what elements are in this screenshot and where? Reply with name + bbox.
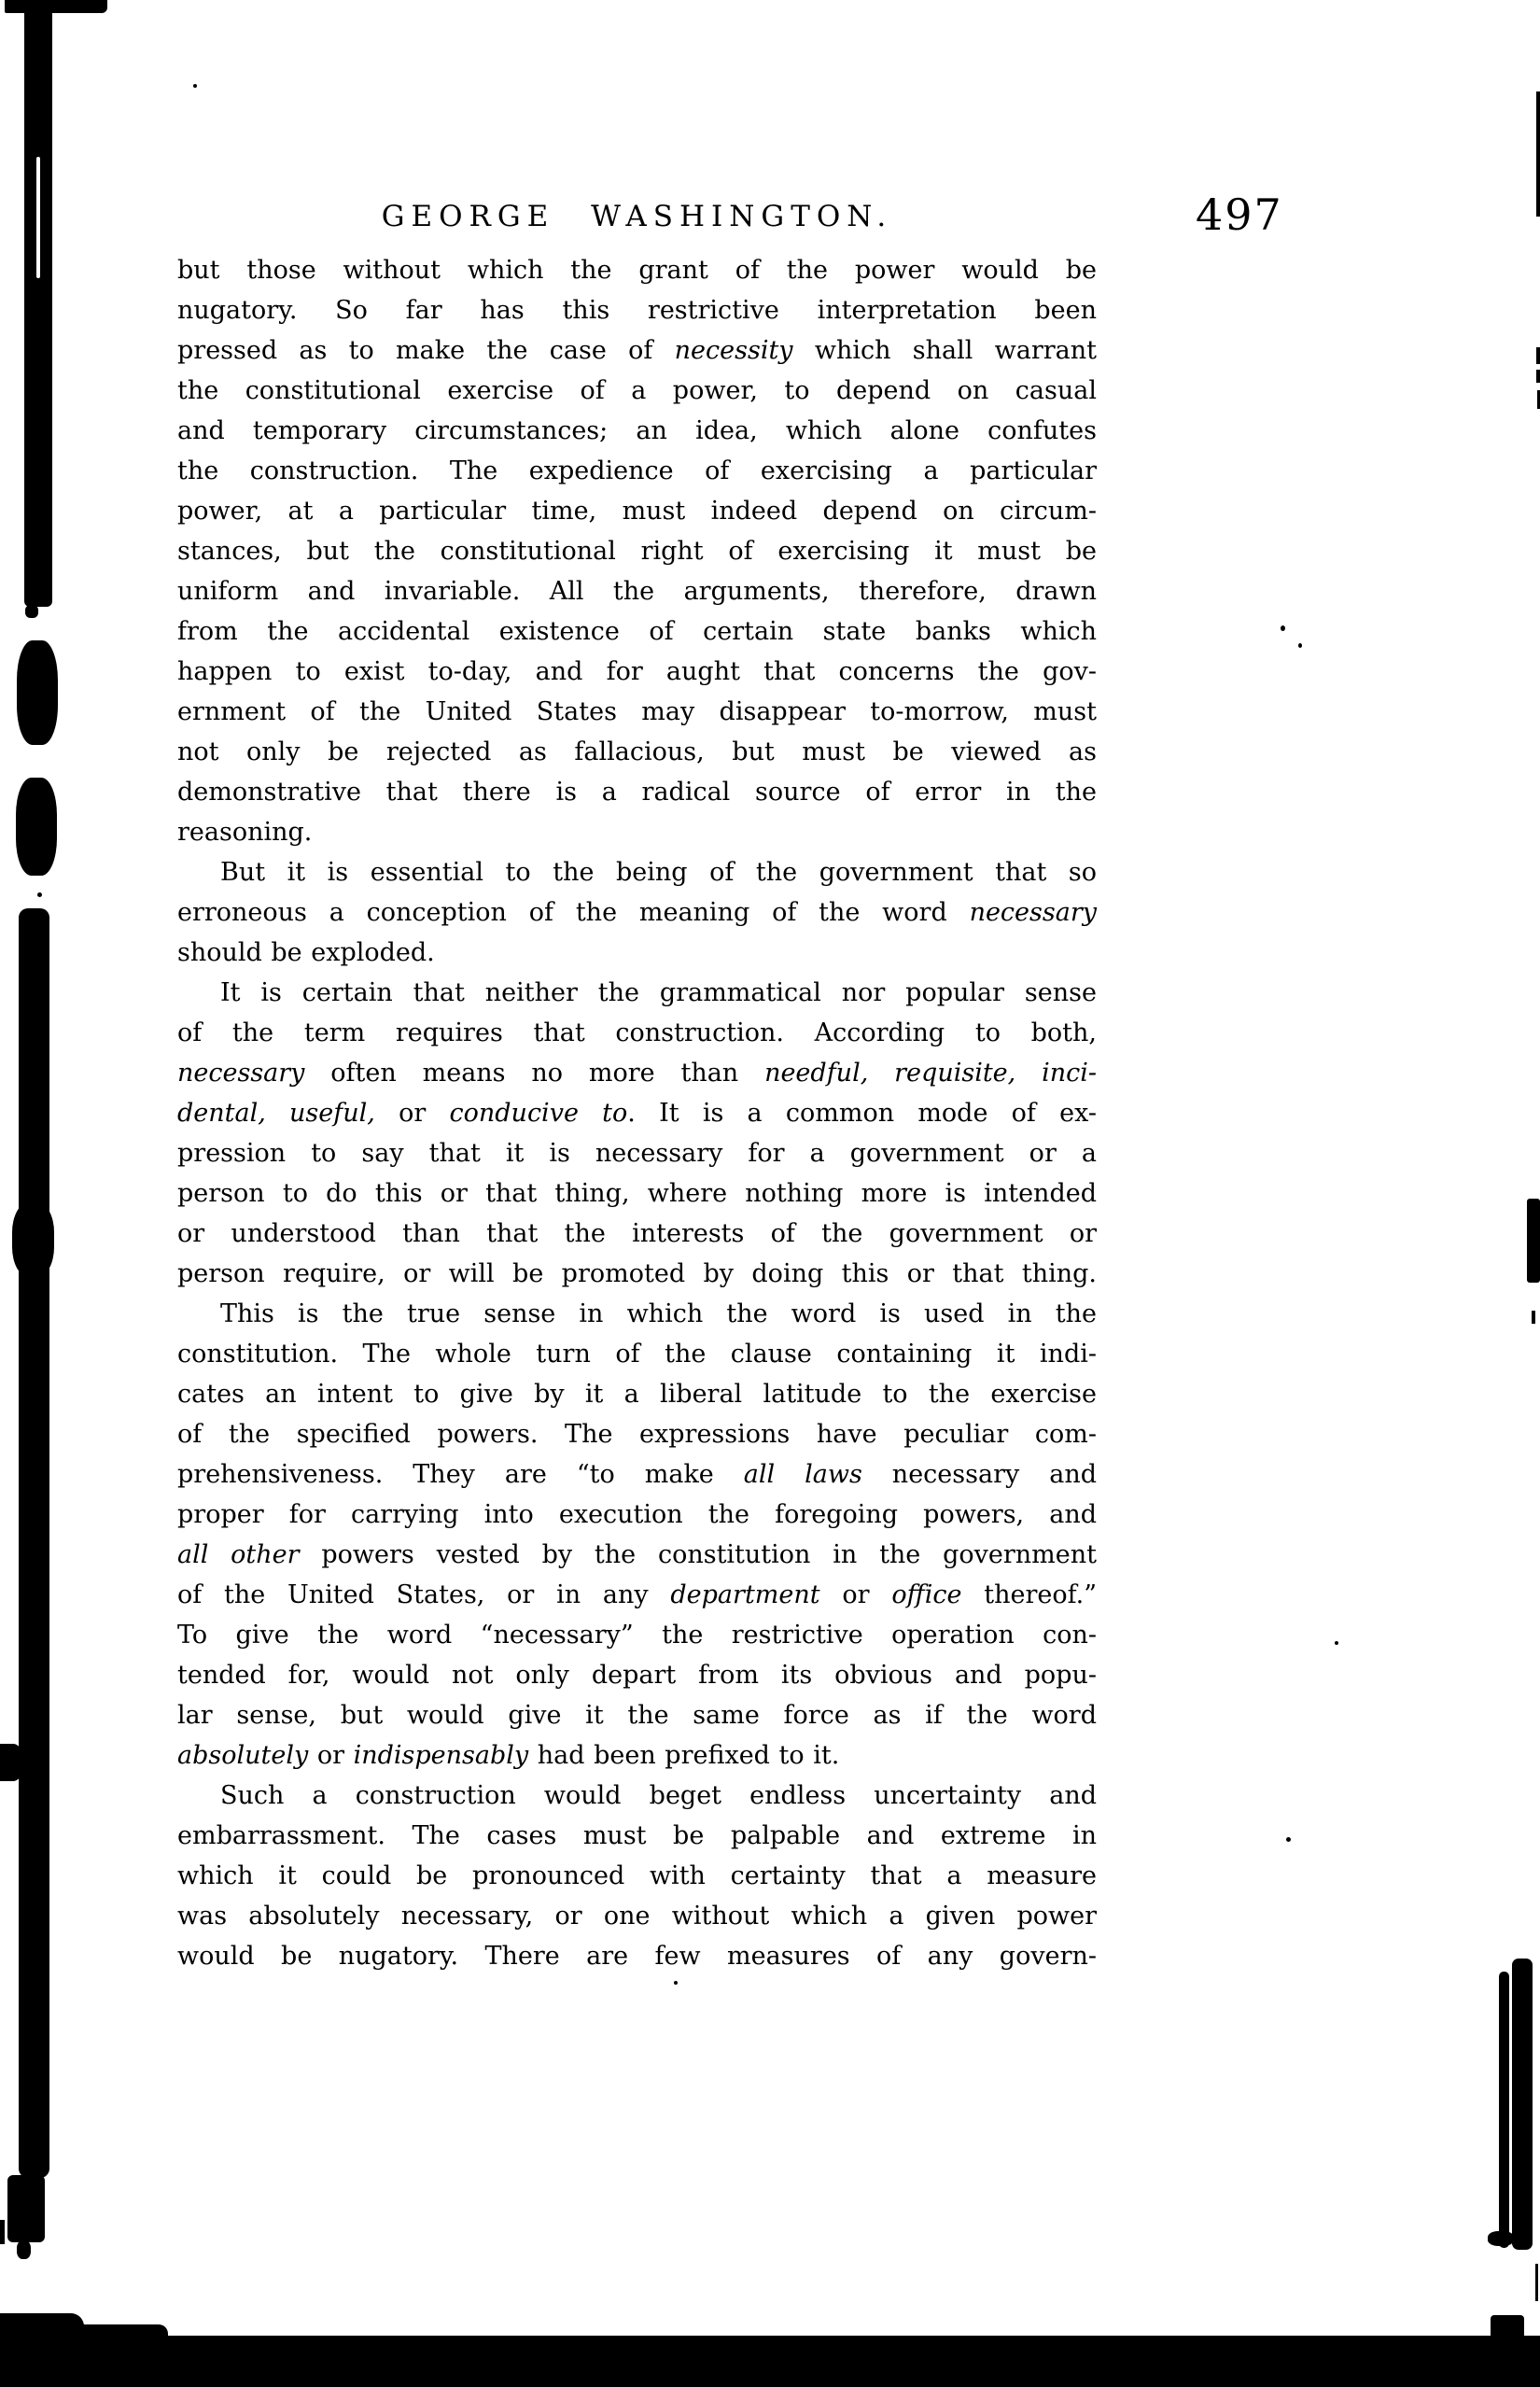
text-line: reasoning. [177, 818, 313, 847]
text-line: embarrassment. The cases must be palpable and extreme in [177, 1821, 1097, 1850]
scan-artifact-top-bar-nub [25, 605, 38, 618]
text-line: dental, useful, or conducive to. It is a common mode of ex- [177, 1099, 1097, 1128]
text-line: constitution. The whole turn of the clause containing it indi- [177, 1340, 1097, 1369]
page-number: 497 [1196, 190, 1283, 240]
scan-artifact-left-stub [0, 1744, 21, 1781]
scan-speck [37, 892, 42, 897]
text-line: erroneous a conception of the meaning of the word necessary [177, 898, 1097, 927]
scan-speck [193, 84, 197, 88]
scan-artifact-right-bar-1 [1499, 1972, 1509, 2248]
text-line: from the accidental existence of certain state banks which [177, 617, 1097, 646]
scan-artifact-right-block [1527, 1199, 1540, 1283]
text-line: cates an intent to give by it a liberal latitude to the exercise [177, 1380, 1097, 1409]
scan-artifact-bottom-band-right-bump [1491, 2315, 1524, 2341]
scan-speck [1298, 643, 1302, 648]
text-line: of the specified powers. The expressions have peculiar com- [177, 1420, 1097, 1449]
text-line: But it is essential to the being of the government that so [220, 858, 1097, 887]
text-line: of the term requires that construction. According to both, [177, 1018, 1097, 1047]
text-line: person require, or will be promoted by doing this or that thing. [177, 1259, 1097, 1288]
scan-speck [1335, 1641, 1338, 1645]
text-line: but those without which the grant of the power would be [177, 256, 1097, 285]
text-line: the construction. The expedience of exercising a particular [177, 456, 1097, 485]
text-line: should be exploded. [177, 938, 435, 967]
scan-artifact-right-dash-2 [1536, 370, 1540, 383]
text-line: all other powers vested by the constitution in the government [177, 1540, 1097, 1569]
text-line: of the United States, or in any department or office thereof.” [177, 1580, 1097, 1609]
text-line: not only be rejected as fallacious, but must be viewed as [177, 737, 1097, 766]
text-line: prehensiveness. They are “to make all laws necessary and [177, 1460, 1097, 1489]
page-header-title: GEORGE WASHINGTON. [381, 200, 893, 233]
text-line: demonstrative that there is a radical source of error in the [177, 778, 1097, 807]
scan-artifact-right-dash-1 [1536, 347, 1540, 364]
text-line: would be nugatory. There are few measures of any govern- [177, 1942, 1097, 1971]
text-line: which it could be pronounced with certainty that a measure [177, 1861, 1097, 1890]
scan-artifact-long-bar-bulge [12, 1202, 54, 1277]
scan-speck [674, 1981, 678, 1985]
scan-artifact-blob-a [17, 640, 58, 745]
text-line: It is certain that neither the grammatical nor popular sense [220, 978, 1097, 1007]
scan-artifact-right-wisp [1535, 2264, 1538, 2301]
text-line: tended for, would not only depart from its obvious and popu- [177, 1661, 1097, 1690]
text-line: uniform and invariable. All the arguments, therefore, drawn [177, 577, 1097, 606]
text-line: power, at a particular time, must indeed depend on circum- [177, 497, 1097, 526]
text-line: pressed as to make the case of necessity which shall warrant [177, 336, 1097, 365]
text-line: stances, but the constitutional right of exercising it must be [177, 537, 1097, 566]
scan-artifact-top-stub [5, 0, 107, 13]
text-line: happen to exist to-day, and for aught that concerns the gov- [177, 657, 1097, 686]
text-line: nugatory. So far has this restrictive interpretation been [177, 296, 1097, 325]
scan-artifact-top-bar-slit [36, 157, 40, 278]
text-line: necessary often means no more than needful, requisite, inci- [177, 1059, 1097, 1088]
scan-artifact-long-bar [19, 908, 49, 2178]
text-line: and temporary circumstances; an idea, which alone confutes [177, 416, 1097, 445]
text-line: Such a construction would beget endless uncertainty and [220, 1781, 1097, 1810]
body-text [177, 250, 1097, 1976]
text-line: ernment of the United States may disappear to-morrow, must [177, 697, 1097, 726]
scan-artifact-right-bar-foot [1488, 2231, 1514, 2246]
scan-artifact-top-bar [24, 0, 52, 607]
text-line: pression to say that it is necessary for a government or a [177, 1139, 1097, 1168]
scan-speck [1281, 625, 1285, 631]
scan-speck [1286, 1837, 1291, 1842]
scan-artifact-right-line [1536, 91, 1540, 217]
text-line: was absolutely necessary, or one without which a given power [177, 1902, 1097, 1931]
scan-artifact-bar-foot [7, 2175, 45, 2242]
text-line: absolutely or indispensably had been prefixed to it. [177, 1741, 840, 1770]
text-line: the constitutional exercise of a power, to depend on casual [177, 376, 1097, 405]
scan-artifact-left-edge-tick [0, 2220, 5, 2244]
text-line: lar sense, but would give it the same force as if the word [177, 1701, 1097, 1730]
scan-artifact-right-tick [1532, 1311, 1535, 1324]
text-line: or understood than that the interests of the government or [177, 1219, 1097, 1248]
scan-artifact-right-bar-2 [1512, 1959, 1533, 2250]
text-line: proper for carrying into execution the foregoing powers, and [177, 1500, 1097, 1529]
scan-artifact-blob-b [16, 778, 57, 876]
scan-artifact-bottom-band [0, 2336, 1540, 2387]
scan-artifact-bottom-band-left-slope [0, 2324, 168, 2343]
scan-artifact-bar-dribble [17, 2240, 31, 2259]
text-line: This is the true sense in which the word is used in the [220, 1299, 1097, 1328]
text-line: To give the word “necessary” the restrictive operation con- [177, 1621, 1097, 1650]
text-line: person to do this or that thing, where nothing more is intended [177, 1179, 1097, 1208]
